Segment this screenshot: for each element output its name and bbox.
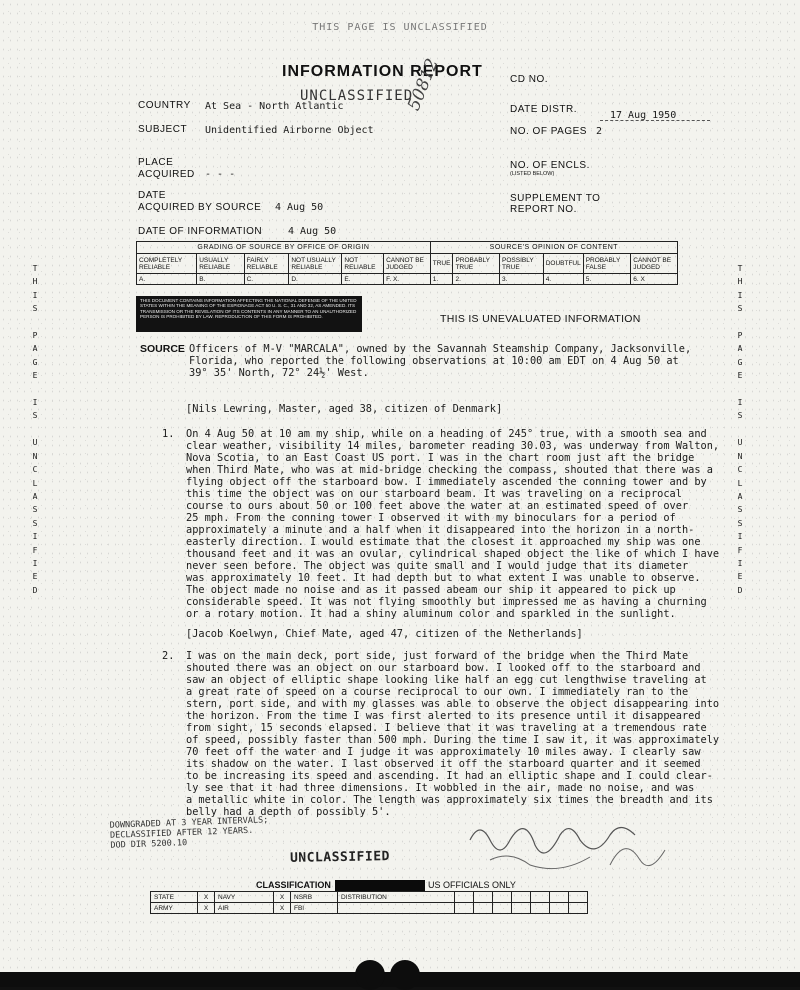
margin-letter: S xyxy=(32,411,38,421)
margin-letter xyxy=(29,316,41,329)
margin-letter: F xyxy=(737,545,743,555)
opinion-number-selected: 6. X xyxy=(631,274,678,285)
dist-army: ARMY xyxy=(151,903,198,914)
margin-letter xyxy=(734,383,746,396)
margin-letter xyxy=(29,423,41,436)
paragraph-2-text: I was on the main deck, port side, just forward of the bridge when the Third Mate shouted there was an object on our starboard bow. I looked off to the starboard and saw an object of elliptic shape looking like half an egg cut lengthwise traveling at a great rate of speed on a course reciprocal to our own. I immediately ran to the stern, port side, and with my glasses was able to observe the object disappearing into the horizon. From the time I was first alerted to its presence until it disappeared from sight, 15 seconds elapsed. I believe that it was traveling at a tremendous rate of speed, possibly faster than 500 mph. During the time I saw it, it was approximately 70 feet off the water and I judge it was approximately 10 miles away. I clearly saw its shadow on the water. I last observed it off the starboard quarter and it seemed to be increasing its speed and ascending. It had an elliptic shape and I could clear- ly see that it had three dimensions. It wobbled in the air, made no noise, and was a metallic white in color. The length was approximately six times the breadth and its belly had a depth of possibly 5'. xyxy=(186,650,720,818)
dist-cell xyxy=(493,903,512,914)
grading-table xyxy=(136,241,678,285)
margin-letter: G xyxy=(737,357,743,367)
opinion-col-probably-false: PROBABLY FALSE xyxy=(583,254,631,274)
opinion-col-probably-true: PROBABLY TRUE xyxy=(453,254,500,274)
grading-office-header: GRADING OF SOURCE BY OFFICE OF ORIGIN xyxy=(137,242,431,254)
dist-cell xyxy=(474,903,493,914)
margin-letter xyxy=(734,316,746,329)
office-letter: A. xyxy=(137,274,197,285)
office-col-usually-reliable: USUALLY RELIABLE xyxy=(197,254,244,274)
classification-label: CLASSIFICATION xyxy=(256,880,331,890)
margin-letter: U xyxy=(737,438,743,448)
margin-letter: E xyxy=(32,572,38,582)
office-col-fairly-reliable: FAIRLY RELIABLE xyxy=(244,254,289,274)
top-classification-banner: THIS PAGE IS UNCLASSIFIED xyxy=(312,22,488,33)
margin-letter: I xyxy=(737,398,743,408)
margin-letter: E xyxy=(737,371,743,381)
witness-2-heading: [Jacob Koelwyn, Chief Mate, aged 47, citizen of the Netherlands] xyxy=(186,628,583,640)
margin-letter xyxy=(734,423,746,436)
opinion-col-possibly-true: POSSIBLY TRUE xyxy=(500,254,544,274)
margin-letter: E xyxy=(32,371,38,381)
handwritten-number: 50812 xyxy=(404,55,443,114)
margin-letter: T xyxy=(32,264,38,273)
margin-letter: I xyxy=(32,290,38,300)
dist-mark: X xyxy=(198,892,215,903)
date-distr-value: 17 Aug 1950 xyxy=(610,110,677,121)
subject-label: SUBJECT xyxy=(138,124,188,135)
margin-letter: S xyxy=(32,505,38,515)
date-of-information-label: DATE OF INFORMATION xyxy=(138,226,263,237)
place-acquired-value: - - - xyxy=(205,169,236,180)
no-of-pages-label: NO. OF PAGES xyxy=(510,126,587,137)
no-of-pages-value: 2 xyxy=(596,126,603,137)
dist-cell xyxy=(531,892,550,903)
dist-mark: X xyxy=(274,903,291,914)
margin-letter: L xyxy=(737,478,743,488)
margin-letter: C xyxy=(737,465,743,475)
margin-letter: N xyxy=(32,451,38,461)
margin-letter: P xyxy=(737,331,743,341)
office-col-not-usually-reliable: NOT USUALLY RELIABLE xyxy=(289,254,342,274)
left-margin-unclassified-text xyxy=(29,262,41,597)
bottom-unclassified-stamp: UNCLASSIFIED xyxy=(289,849,391,866)
office-letter-selected: F. X. xyxy=(384,274,431,285)
margin-letter: S xyxy=(737,304,743,314)
margin-letter: S xyxy=(737,505,743,515)
handwritten-signature xyxy=(450,810,700,880)
supplement-label: SUPPLEMENT TO REPORT NO. xyxy=(510,193,601,215)
margin-letter: N xyxy=(737,451,743,461)
dist-distribution-header: DISTRIBUTION xyxy=(338,892,455,903)
margin-letter: A xyxy=(737,344,743,354)
margin-letter: D xyxy=(737,585,743,595)
margin-letter: A xyxy=(737,491,743,501)
margin-letter: I xyxy=(737,532,743,542)
opinion-number: 1. xyxy=(430,274,453,285)
margin-letter: S xyxy=(32,304,38,314)
margin-letter: C xyxy=(32,465,38,475)
punch-hole xyxy=(390,960,420,990)
opinion-col-doubtful: DOUBTFUL xyxy=(543,254,583,274)
source-label: SOURCE xyxy=(140,343,185,355)
margin-letter: A xyxy=(32,344,38,354)
margin-letter xyxy=(29,383,41,396)
margin-letter: L xyxy=(32,478,38,488)
paragraph-2-number: 2. xyxy=(162,650,175,662)
witness-1-heading: [Nils Lewring, Master, aged 38, citizen of Denmark] xyxy=(186,403,503,415)
margin-letter: F xyxy=(32,545,38,555)
dist-cell xyxy=(455,903,474,914)
office-letter: D. xyxy=(289,274,342,285)
date-acquired-value: 4 Aug 50 xyxy=(275,202,324,213)
paragraph-1-text: On 4 Aug 50 at 10 am my ship, while on a heading of 245° true, with a smooth sea and clear weather, visibility 14 miles, barometer reading 30.03, was underway from Walton, Nova Scotia, to an East Coast US port. I was in the chart room just aft the bridge when Third Mate, who was at mid-bridge checking the compass, shouted that there was a flying object off the starboard bow. I immediately ascended the conning tower and by this time the object was on our starboard beam. It was traveling on a reciprocal course to ours about 50 or 100 feet above the water at an estimated speed of over 25 mph. From the conning tower I observed it with my binoculars for a period of approximately a minute and a half when it disappeared into the horizon in a north- easterly direction. I would estimate that the closest it approached my ship was one thousand feet and it was an ovular, cylindrical shaped object the like of which I have never seen before. The object was quite small and I would judge that its diameter was approximately 10 feet. It had depth but to what extent I was unable to observe. The object made no noise and as it passed abeam our ship it appeared to pick up considerable speed. It was not flying smoothly but impressed me as having a churning or a rotary motion. It had a shiny aluminum color and sparkled in the sunlight. xyxy=(186,428,720,620)
margin-letter: E xyxy=(737,572,743,582)
dist-fbi: FBI xyxy=(291,903,338,914)
cd-no-label: CD NO. xyxy=(510,74,548,85)
margin-letter: I xyxy=(32,558,38,568)
dist-cell xyxy=(493,892,512,903)
source-text: Officers of M-V "MARCALA", owned by the Savannah Steamship Company, Jacksonville, Florida, who reported the following observations at 10:00 am EDT on 4 Aug 50 at 39° 35' North, 72° 24½' West. xyxy=(189,343,692,379)
margin-letter: G xyxy=(32,357,38,367)
margin-letter: P xyxy=(32,331,38,341)
margin-letter: H xyxy=(737,277,743,287)
date-distr-underline xyxy=(600,120,710,121)
unclassified-stamp: UNCLASSIFIED xyxy=(300,88,414,104)
opinion-number: 3. xyxy=(500,274,544,285)
report-title: INFORMATION REPORT xyxy=(282,63,483,80)
margin-letter: D xyxy=(32,585,38,595)
opinion-col-true: TRUE xyxy=(430,254,453,274)
office-col-completely-reliable: COMPLETELY RELIABLE xyxy=(137,254,197,274)
country-label: COUNTRY xyxy=(138,100,191,111)
right-margin-unclassified-text xyxy=(734,262,746,597)
grading-opinion-header: SOURCE'S OPINION OF CONTENT xyxy=(430,242,677,254)
country-value: At Sea - North Atlantic xyxy=(205,101,344,112)
dist-navy: NAVY xyxy=(215,892,274,903)
dist-cell xyxy=(474,892,493,903)
dist-cell xyxy=(569,892,588,903)
opinion-col-cannot-be-judged: CANNOT BE JUDGED xyxy=(631,254,678,274)
office-letter: C. xyxy=(244,274,289,285)
dist-cell xyxy=(569,903,588,914)
subject-value: Unidentified Airborne Object xyxy=(205,125,374,136)
dist-cell xyxy=(531,903,550,914)
margin-letter: U xyxy=(32,438,38,448)
dist-cell xyxy=(512,892,531,903)
no-of-encls-sub: (LISTED BELOW) xyxy=(510,171,555,177)
margin-letter: T xyxy=(737,264,743,273)
punch-hole xyxy=(355,960,385,990)
margin-letter: A xyxy=(32,491,38,501)
margin-letter: I xyxy=(32,532,38,542)
espionage-act-warning-box: THIS DOCUMENT CONTAINS INFORMATION AFFECTING THE NATIONAL DEFENSE OF THE UNITED STATES WITHIN THE MEANING OF THE ESPIONAGE ACT 50 U. S. C., 31 AND 32, AS AMENDED. ITS TRANSMISSION OR THE REVELATION OF ITS CONTENTS IN ANY MANNER TO AN UNAUTHORIZED PERSON IS PROHIBITED BY LAW. REPRODUCTION OF THIS FORM IS PROHIBITED. xyxy=(136,296,362,332)
redaction-bar xyxy=(335,880,425,891)
office-letter: B. xyxy=(197,274,244,285)
margin-letter: I xyxy=(737,290,743,300)
dist-mark: X xyxy=(274,892,291,903)
margin-letter: S xyxy=(32,518,38,528)
classification-suffix: US OFFICIALS ONLY xyxy=(428,880,516,890)
opinion-number: 2. xyxy=(453,274,500,285)
dist-cell xyxy=(455,892,474,903)
margin-letter: H xyxy=(32,277,38,287)
dist-air: AIR xyxy=(215,903,274,914)
office-col-cannot-be-judged: CANNOT BE JUDGED xyxy=(384,254,431,274)
dist-mark: X xyxy=(198,903,215,914)
dist-nsrb: NSRB xyxy=(291,892,338,903)
margin-letter: S xyxy=(737,411,743,421)
paragraph-1-number: 1. xyxy=(162,428,175,440)
date-of-information-value: 4 Aug 50 xyxy=(288,226,337,237)
opinion-number: 5. xyxy=(583,274,631,285)
margin-letter: I xyxy=(737,558,743,568)
office-letter: E. xyxy=(342,274,384,285)
distribution-table xyxy=(150,891,588,914)
dist-cell xyxy=(550,903,569,914)
downgrade-stamp: DOWNGRADED AT 3 YEAR INTERVALS; DECLASSIFIED AFTER 12 YEARS. DOD DIR 5200.10 xyxy=(109,815,269,851)
dist-state: STATE xyxy=(151,892,198,903)
opinion-number: 4. xyxy=(543,274,583,285)
dist-cell xyxy=(338,903,455,914)
no-of-encls-label: NO. OF ENCLS. xyxy=(510,160,590,171)
office-col-not-reliable: NOT RELIABLE xyxy=(342,254,384,274)
unevaluated-notice: THIS IS UNEVALUATED INFORMATION xyxy=(440,313,641,325)
date-distr-label: DATE DISTR. xyxy=(510,104,577,115)
margin-letter: S xyxy=(737,518,743,528)
margin-letter: I xyxy=(32,398,38,408)
place-acquired-label: PLACE ACQUIRED xyxy=(138,157,195,180)
dist-cell xyxy=(550,892,569,903)
dist-cell xyxy=(512,903,531,914)
date-acquired-label: DATE ACQUIRED BY SOURCE xyxy=(138,190,262,213)
